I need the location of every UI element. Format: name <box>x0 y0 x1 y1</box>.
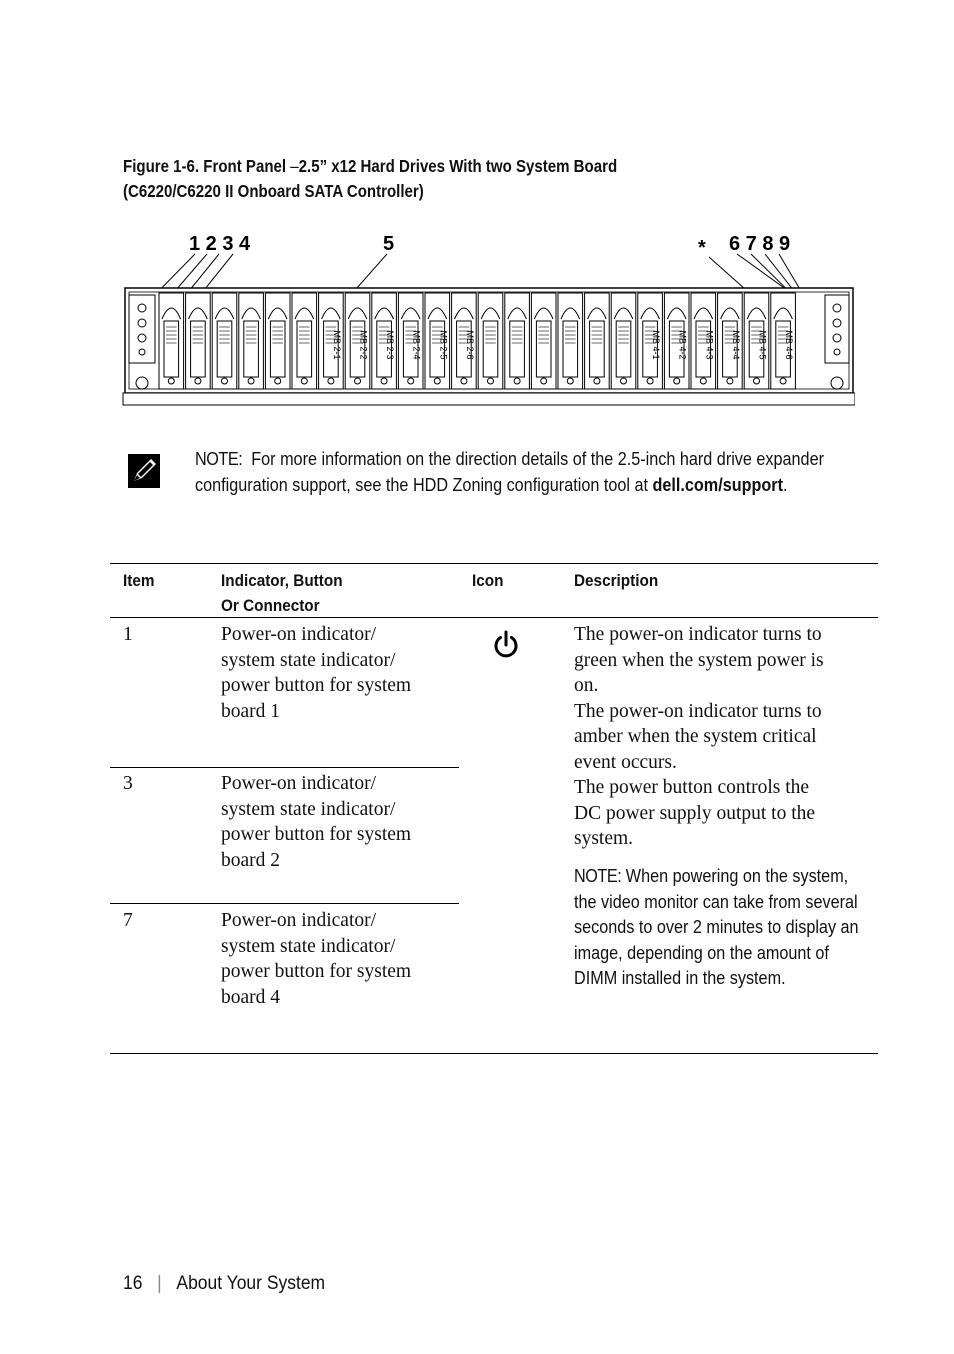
drive-label: MB 4-5 <box>757 330 768 360</box>
drive-bay <box>531 293 556 389</box>
row-7-item: 7 <box>123 910 133 931</box>
header-description: Description <box>574 571 659 590</box>
row-7-line-1: Power-on indicator/ <box>221 910 377 931</box>
row-7-line-4: board 4 <box>221 986 281 1008</box>
drive-bay <box>186 293 211 389</box>
header-icon: Icon <box>472 571 504 590</box>
row-1-line-2: system state indicator/ <box>221 649 396 671</box>
desc-note-text: When powering on the system, the video monitor can take from several seconds to over 2 minutes to display an image, depending on the amount of DIMM installed in the system. <box>574 866 859 988</box>
caption-part-a: Figure 1-6. Front Panel <box>123 156 287 176</box>
drive-bay <box>239 293 264 389</box>
drive-label: MB 2-1 <box>331 330 342 360</box>
row-1-item: 1 <box>123 624 133 645</box>
drive-label: MB 2-6 <box>464 330 475 360</box>
description-text <box>574 622 869 852</box>
desc-line-7: The power button controls the <box>574 777 810 798</box>
row-7-line-2: system state indicator/ <box>221 935 396 957</box>
desc-line-2: green when the system power is <box>574 649 824 671</box>
drive-bay <box>212 293 237 389</box>
row-3-item: 3 <box>123 773 133 794</box>
front-panel-illustration <box>115 225 855 425</box>
support-link[interactable]: dell.com/support <box>652 475 783 495</box>
row-divider-1 <box>110 767 459 768</box>
drive-bay <box>292 293 317 389</box>
row-3-line-4: board 2 <box>221 849 281 871</box>
note-text: For more information on the direction details of the 2.5-inch hard drive expander configuration support, see the HDD Zoning configuration tool at <box>195 449 824 495</box>
drive-bay <box>611 293 636 389</box>
caption-line-2: (C6220/C6220 II Onboard SATA Controller) <box>123 181 424 201</box>
desc-line-1: The power-on indicator turns to <box>574 624 822 645</box>
drive-label: MB 2-4 <box>411 330 422 360</box>
drive-label: MB 4-4 <box>730 330 741 360</box>
desc-line-3: on. <box>574 675 599 696</box>
drive-label: MB 4-6 <box>784 330 795 360</box>
desc-line-5: amber when the system critical <box>574 726 817 747</box>
table-top-rule <box>110 563 878 564</box>
desc-line-4: The power-on indicator turns to <box>574 700 822 722</box>
callout-5: 5 <box>383 233 395 255</box>
row-3-line-3: power button for system <box>221 824 412 845</box>
drive-bay <box>585 293 610 389</box>
footer-separator: | <box>157 1273 162 1294</box>
drive-label: MB 4-2 <box>677 330 688 360</box>
desc-line-9: system. <box>574 828 634 849</box>
note-block <box>195 446 825 498</box>
figure-caption <box>123 154 725 204</box>
drive-label: MB 4-1 <box>651 330 662 360</box>
note-end: . <box>782 475 788 495</box>
desc-line-8: DC power supply output to the <box>574 802 816 824</box>
row-3-indicator <box>221 771 411 873</box>
row-1-indicator <box>221 622 411 724</box>
caption-part-b: 2.5” x12 Hard Drives With two System Board <box>298 156 618 176</box>
desc-note-label: NOTE: <box>574 866 622 886</box>
table-bottom-rule <box>110 1053 878 1054</box>
callout-1-2-3-4: 1 2 3 4 <box>189 233 251 255</box>
row-7-line-3: power button for system <box>221 961 412 982</box>
drive-bay <box>265 293 290 389</box>
note-label: NOTE: <box>195 449 243 469</box>
drive-label: MB 2-3 <box>385 330 396 360</box>
callout-6-7-8-9: 6 7 8 9 <box>729 233 791 255</box>
header-indicator-line-1: Indicator, Button <box>221 571 343 590</box>
row-divider-2 <box>110 903 459 904</box>
row-1-line-1: Power-on indicator/ <box>221 624 377 645</box>
row-1-line-4: board 1 <box>221 700 281 722</box>
drive-label: MB 2-5 <box>438 330 449 360</box>
header-indicator <box>221 568 343 618</box>
callout-star: * <box>698 237 706 259</box>
caption-dash: – <box>290 156 299 176</box>
drive-bay <box>505 293 530 389</box>
page-number: 16 <box>123 1273 143 1294</box>
page-footer <box>123 1272 325 1296</box>
drive-bay <box>159 293 184 389</box>
description-note <box>574 864 871 992</box>
row-3-line-2: system state indicator/ <box>221 798 396 820</box>
pencil-note-icon <box>128 454 160 488</box>
power-icon <box>492 630 520 662</box>
drive-label: MB 4-3 <box>704 330 715 360</box>
desc-line-6: event occurs. <box>574 751 677 773</box>
drive-bay <box>558 293 583 389</box>
section-title: About Your System <box>176 1273 326 1294</box>
row-1-line-3: power button for system <box>221 675 412 696</box>
drive-bay <box>478 293 503 389</box>
header-indicator-line-2: Or Connector <box>221 596 320 615</box>
header-item: Item <box>123 571 155 590</box>
row-3-line-1: Power-on indicator/ <box>221 773 377 794</box>
row-7-indicator <box>221 908 411 1010</box>
drive-label: MB 2-2 <box>358 330 369 360</box>
